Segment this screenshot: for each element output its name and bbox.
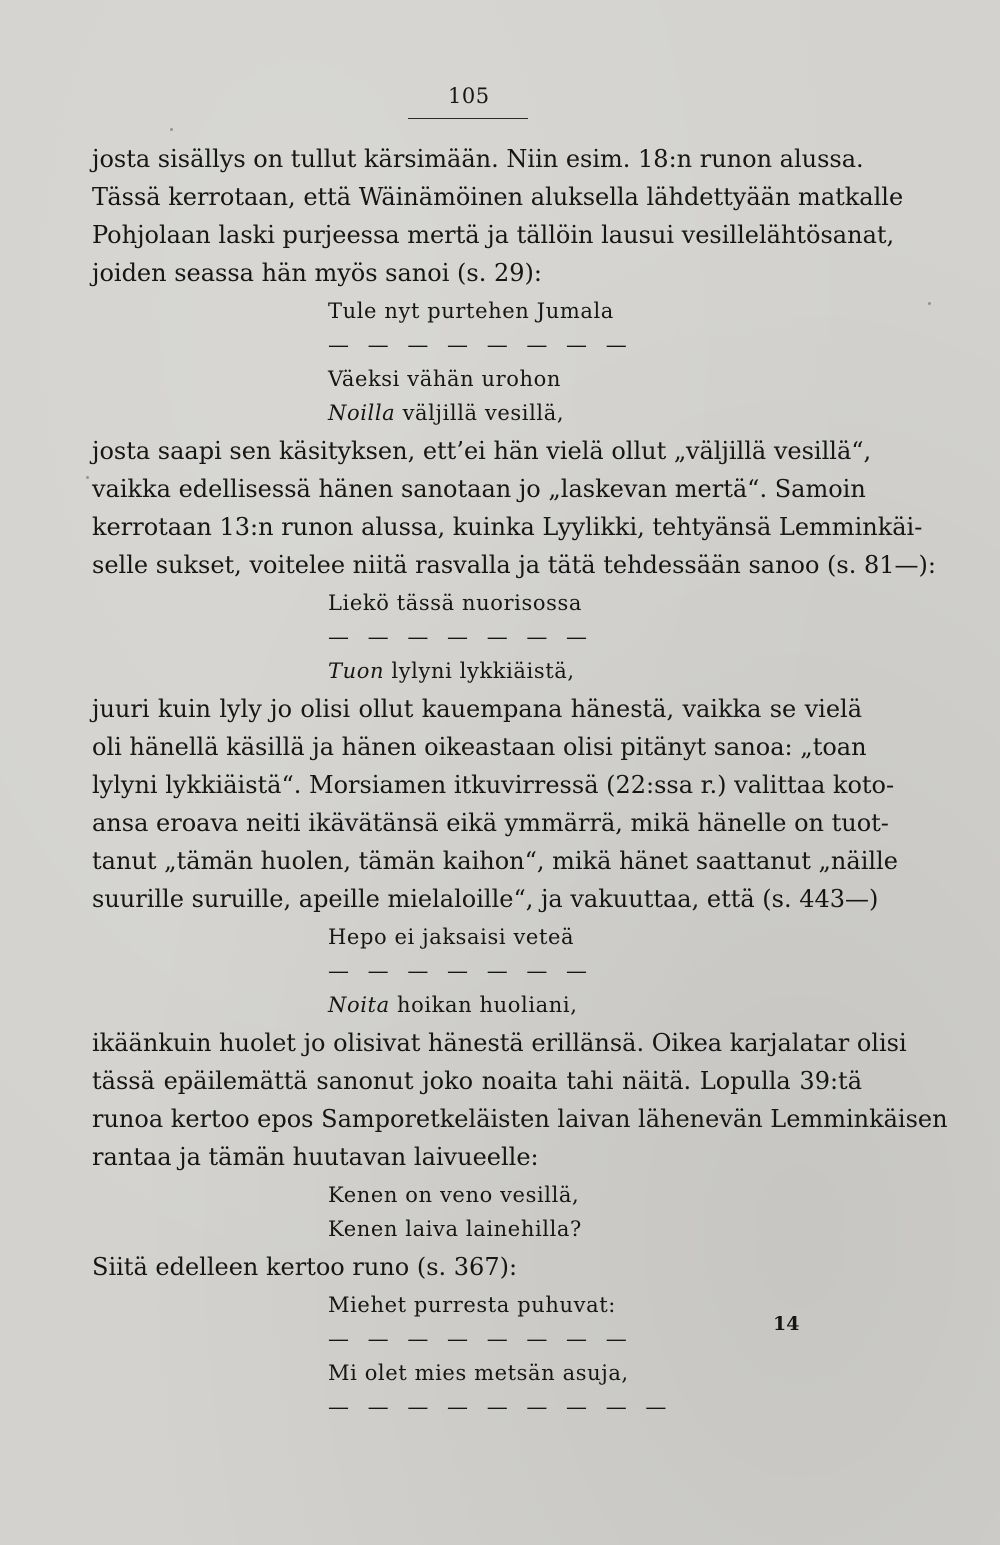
verse-text: Liekö tässä nuorisossa [328, 591, 582, 615]
prose-paragraph [92, 690, 898, 918]
print-speck [170, 128, 173, 131]
text-line: suurille suruille, apeille mielaloille“, ja vakuuttaa, että (s. 443—) [92, 885, 879, 913]
page-body [92, 140, 948, 1426]
text-line: oli hänellä käsillä ja hänen oikeastaan olisi pitänyt sanoa: „toan [92, 733, 867, 761]
verse-line [328, 396, 862, 430]
verse-ellipsis-dashes: — — — — — — — — — [328, 1395, 673, 1419]
signature-mark: 14 [773, 1313, 800, 1335]
verse-emphasis: Tuon [328, 659, 385, 683]
header-rule [408, 118, 528, 119]
verse-text: väljillä vesillä, [395, 401, 565, 425]
verse-ellipsis-dashes: — — — — — — — [328, 959, 594, 983]
verse-line [328, 654, 862, 688]
print-speck [928, 302, 931, 305]
verse-quotation [328, 920, 862, 1022]
text-line: juuri kuin lyly jo olisi ollut kauempana hänestä, vaikka se vielä [92, 695, 862, 723]
text-line: Siitä edelleen kertoo runo (s. 367): [92, 1253, 518, 1281]
text-line: josta sisällys on tullut kärsimään. Niin esim. 18:n runon alussa. [92, 145, 864, 173]
text-line: runoa kertoo epos Samporetkeläisten laivan lähenevän Lemminkäisen [92, 1105, 948, 1133]
verse-emphasis: Noilla [328, 401, 396, 425]
verse-text: Kenen laiva lainehilla? [328, 1217, 582, 1241]
verse-line [328, 362, 862, 396]
verse-text: Hepo ei jaksaisi veteä [328, 925, 575, 949]
verse-ellipsis-dashes: — — — — — — — — [328, 1327, 633, 1351]
verse-line [328, 988, 862, 1022]
verse-line [328, 920, 862, 954]
text-line: kerrotaan 13:n runon alussa, kuinka Lyylikki, tehtyänsä Lemminkäi- [92, 513, 923, 541]
print-speck [86, 476, 89, 479]
verse-quotation [328, 586, 862, 688]
prose-paragraph [92, 1248, 862, 1286]
text-line: lylyni lykkiäistä“. Morsiamen itkuvirressä (22:ssa r.) valittaa koto- [92, 771, 895, 799]
verse-line [328, 586, 862, 620]
prose-paragraph [92, 140, 904, 292]
text-line: josta saapi sen käsityksen, ett’ei hän vielä ollut „väljillä vesillä“, [92, 437, 872, 465]
text-line: Pohjolaan laski purjeessa mertä ja tällöin lausui vesillelähtösanat, [92, 221, 895, 249]
text-line: vaikka edellisessä hänen sanotaan jo „laskevan mertä“. Samoin [92, 475, 866, 503]
verse-ellipsis-dashes: — — — — — — — — [328, 333, 633, 357]
text-line: tanut „tämän huolen, tämän kaihon“, mikä hänet saattanut „näille [92, 847, 898, 875]
text-line: ansa eroava neiti ikävätänsä eikä ymmärrä, mikä hänelle on tuot- [92, 809, 889, 837]
verse-line [328, 1178, 862, 1212]
verse-emphasis: Noita [328, 993, 390, 1017]
verse-text: Kenen on veno vesillä, [328, 1183, 580, 1207]
verse-text: Miehet purresta puhuvat: [328, 1293, 616, 1317]
verse-text: lylyni lykkiäistä, [384, 659, 575, 683]
verse-text: Tule nyt purtehen Jumala [328, 299, 614, 323]
page-number: 105 [448, 84, 490, 108]
verse-quotation [328, 1178, 862, 1246]
prose-paragraph [92, 432, 936, 584]
verse-quotation [328, 1288, 862, 1424]
text-line: Tässä kerrotaan, että Wäinämöinen aluksella lähdettyään matkalle [92, 183, 904, 211]
verse-text: hoikan huoliani, [389, 993, 578, 1017]
verse-line [328, 1356, 862, 1390]
text-line: ikäänkuin huolet jo olisivat hänestä erillänsä. Oikea karjalatar olisi [92, 1029, 907, 1057]
verse-line [328, 1212, 862, 1246]
verse-text: Mi olet mies metsän asuja, [328, 1361, 629, 1385]
verse-text: Väeksi vähän urohon [328, 367, 562, 391]
verse-ellipsis-dashes: — — — — — — — [328, 625, 594, 649]
prose-paragraph [92, 1024, 948, 1176]
verse-line [328, 294, 862, 328]
text-line: selle sukset, voitelee niitä rasvalla ja tätä tehdessään sanoo (s. 81—): [92, 551, 936, 579]
text-line: joiden seassa hän myös sanoi (s. 29): [92, 259, 542, 287]
text-line: tässä epäilemättä sanonut joko noaita tahi näitä. Lopulla 39:tä [92, 1067, 862, 1095]
verse-quotation [328, 294, 862, 430]
text-line: rantaa ja tämän huutavan laivueelle: [92, 1143, 539, 1171]
